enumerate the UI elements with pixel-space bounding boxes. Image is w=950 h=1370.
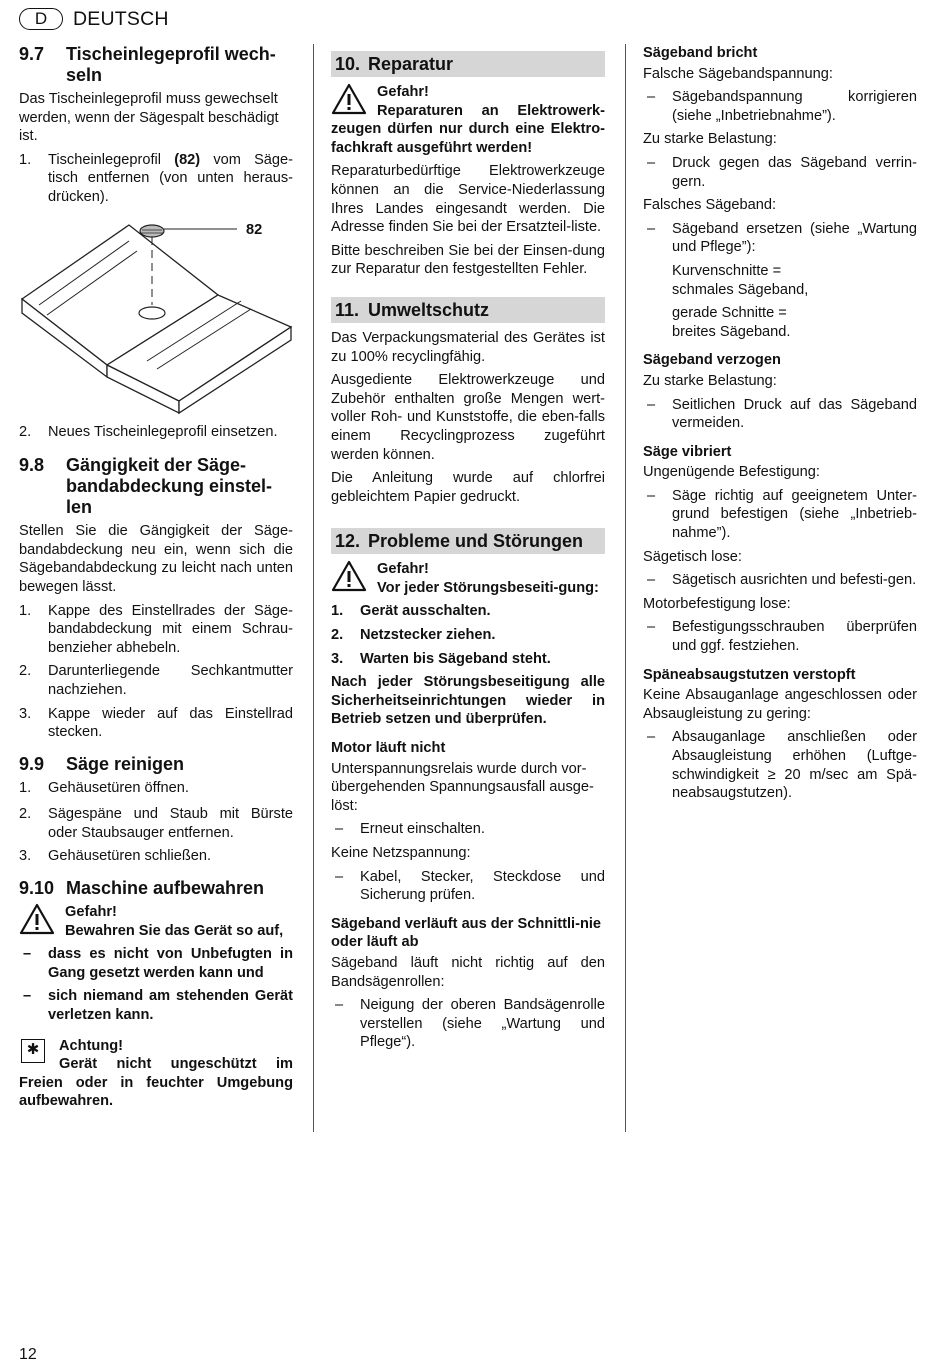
- list-number: 2.: [19, 663, 32, 680]
- dash-bullet: –: [335, 997, 344, 1014]
- dash-bullet: –: [647, 154, 656, 171]
- section-heading-9-8: [19, 455, 293, 518]
- list-item: [19, 151, 293, 207]
- list-item: [643, 88, 917, 125]
- note-block: [643, 262, 917, 341]
- subheading: Motor läuft nicht: [331, 740, 446, 757]
- caution-notice: [19, 1037, 293, 1111]
- list-item: [331, 996, 605, 1052]
- paragraph: Bitte beschreiben Sie bei der Einsen-dung zur Reparatur den festgestellten Fehler.: [331, 242, 605, 278]
- list-text: Gehäusetüren öffnen.: [48, 779, 189, 796]
- list-item: [19, 705, 293, 742]
- list-item: [331, 868, 605, 905]
- list-number: 3.: [331, 650, 344, 667]
- page-header: [19, 8, 169, 30]
- dash-bullet: –: [647, 89, 656, 106]
- paragraph: Sägeband läuft nicht richtig auf den Bandsägenrollen:: [331, 954, 605, 990]
- list-number: 3.: [19, 848, 32, 865]
- subheading: Sägeband verzogen: [643, 352, 781, 369]
- section-title: Gängigkeit der Säge-bandabdeckung einstel-len: [66, 455, 273, 518]
- warning-triangle-icon: [19, 903, 59, 937]
- note-line: schmales Sägeband,: [672, 281, 809, 298]
- column-left: [19, 44, 293, 1116]
- section-heading-11: [331, 297, 605, 323]
- note-line: gerade Schnitte =: [672, 305, 787, 322]
- list-number: 1.: [19, 151, 32, 168]
- section-number: 9.9: [19, 753, 45, 774]
- list-text: Erneut einschalten.: [360, 821, 485, 838]
- paragraph: Das Verpackungsmaterial des Gerätes ist zu 100% recyclingfähig.: [331, 329, 605, 365]
- page-number: 12: [19, 1346, 37, 1363]
- danger-notice: [19, 903, 293, 940]
- subheading: Säge vibriert: [643, 443, 732, 460]
- dash-bullet: –: [647, 220, 656, 237]
- list-item: [19, 662, 293, 699]
- paragraph: Die Anleitung wurde auf chlorfrei gebleichtem Papier gedruckt.: [331, 470, 605, 505]
- paragraph: Nach jeder Störungsbeseitigung alle Sicherheitseinrichtungen wieder in Betrieb setzen und überprüfen.: [331, 674, 605, 728]
- list-text: Sägetisch ausrichten und befesti-gen.: [672, 572, 917, 589]
- paragraph: Zu starke Belastung:: [643, 372, 777, 389]
- danger-text: Vor jeder Störungsbeseiti-gung:: [377, 579, 599, 596]
- danger-label: Gefahr!: [377, 84, 429, 100]
- list-item: [643, 220, 917, 257]
- section-title: Umweltschutz: [368, 299, 490, 320]
- section-title: Maschine aufbewahren: [66, 878, 265, 899]
- column-right: [643, 44, 917, 808]
- paragraph: Ausgediente Elektrowerkzeuge und Zubehör enthalten große Mengen wert-voller Roh- und Kunststoffe, die eben-falls einem Recyclingprozess zugeführt werden können.: [331, 372, 605, 463]
- list-text: Seitlichen Druck auf das Sägeband vermeiden.: [672, 396, 917, 432]
- list-number: 3.: [19, 705, 32, 722]
- dash-bullet: –: [647, 729, 656, 746]
- danger-notice: [331, 83, 605, 157]
- dash-bullet: –: [647, 396, 656, 413]
- subheading: Sägeband bricht: [643, 45, 758, 61]
- column-divider: [313, 44, 314, 1132]
- warning-triangle-icon: [331, 83, 371, 117]
- list-text: Warten bis Sägeband steht.: [360, 650, 551, 667]
- list-text: Sägeband ersetzen (siehe „Wartung und Pflege”):: [672, 220, 917, 256]
- section-number: 9.7: [19, 44, 45, 64]
- figure-label: 82: [246, 221, 263, 238]
- list-text: Kabel, Stecker, Steckdose und Sicherung prüfen.: [360, 868, 605, 904]
- section-heading-9-9: [19, 754, 293, 775]
- list-item: [19, 779, 293, 798]
- paragraph: Sägetisch lose:: [643, 548, 742, 565]
- language-title: DEUTSCH: [73, 7, 169, 30]
- list-text: sich niemand am stehenden Gerät verletzen kann.: [48, 988, 293, 1024]
- list-item: [19, 945, 293, 982]
- list-item: [643, 728, 917, 802]
- warning-triangle-icon: [331, 560, 371, 594]
- part-reference: (82): [174, 151, 201, 168]
- paragraph: Das Tischeinlegeprofil muss gewechselt werden, wenn der Sägespalt beschädigt ist.: [19, 91, 279, 145]
- section-number: 9.10: [19, 878, 55, 899]
- subheading: Sägeband verläuft aus der Schnittli-nie oder läuft ab: [331, 915, 602, 951]
- list-text: Gehäusetüren schließen.: [48, 848, 212, 865]
- list-number: 1.: [331, 603, 344, 620]
- list-text: Neigung der oberen Bandsägenrolle verstellen (siehe „Wartung und Pflege“).: [360, 997, 605, 1051]
- column-middle: [331, 44, 605, 1057]
- note-line: breites Sägeband.: [672, 323, 791, 340]
- paragraph: Stellen Sie die Gängigkeit der Säge-bandabdeckung neu ein, wenn sich die Sägebandabdeckung zu leicht nach unten bewegen lässt.: [19, 523, 293, 595]
- paragraph: Falsches Sägeband:: [643, 197, 777, 214]
- section-title: Tischeinlegeprofil wech-seln: [66, 44, 276, 85]
- danger-text: Reparaturen an Elektrowerk-zeugen dürfen nur durch eine Elektro-fachkraft ausgeführt werden!: [331, 102, 605, 156]
- paragraph: Reparaturbedürftige Elektrowerkzeuge können an die Service-Niederlassung Ihres Landes eingesandt werden. Die Adresse finden Sie bei der Ersatzteil-liste.: [331, 163, 605, 236]
- dash-bullet: –: [23, 988, 32, 1005]
- list-item: [331, 650, 605, 669]
- list-number: 2.: [331, 627, 344, 644]
- column-divider: [625, 44, 626, 1132]
- section-heading-10: [331, 51, 605, 77]
- list-item: [19, 602, 293, 658]
- dash-bullet: –: [335, 821, 344, 838]
- list-item: [331, 820, 605, 839]
- list-number: 2.: [19, 423, 32, 440]
- dash-bullet: –: [647, 487, 656, 504]
- list-item: [643, 487, 917, 543]
- list-text: Kappe des Einstellrades der Säge-bandabdeckung mit einem Schrau-benzieher abhebeln.: [48, 602, 293, 656]
- list-item: [643, 154, 917, 191]
- paragraph: Motorbefestigung lose:: [643, 595, 791, 612]
- text-run: Tischeinlegeprofil: [48, 151, 175, 168]
- caution-icon: ✱: [21, 1039, 45, 1063]
- subheading: Späneabsaugstutzen verstopft: [643, 666, 856, 683]
- list-text: Sägespäne und Staub mit Bürste oder Staubsauger entfernen.: [48, 806, 293, 841]
- list-text: dass es nicht von Unbefugten in Gang gesetzt werden kann und: [48, 946, 293, 981]
- list-text: Befestigungsschrauben überprüfen und ggf. festziehen.: [672, 619, 917, 655]
- list-number: 2.: [19, 806, 32, 823]
- table-insert-figure: [19, 217, 293, 417]
- paragraph: Keine Netzspannung:: [331, 845, 471, 861]
- section-heading-12: [331, 528, 605, 554]
- list-item: [643, 571, 917, 590]
- list-item: [19, 805, 293, 842]
- dash-bullet: –: [647, 619, 656, 636]
- section-heading-9-7: [19, 44, 293, 86]
- dash-bullet: –: [23, 946, 32, 963]
- list-item: [331, 626, 605, 645]
- paragraph: Ungenügende Befestigung:: [643, 464, 820, 481]
- table-insert-profile: [140, 225, 164, 237]
- paragraph: Zu starke Belastung:: [643, 131, 777, 148]
- list-text: Sägebandspannung korrigieren (siehe „Inbetriebnahme”).: [672, 89, 917, 124]
- danger-text: Bewahren Sie das Gerät so auf,: [65, 922, 284, 939]
- text-run: vom Säge-tisch entfernen (von unten heraus-drücken).: [48, 151, 294, 205]
- section-number: 9.8: [19, 455, 45, 476]
- section-heading-9-10: [19, 878, 293, 899]
- list-text: Säge richtig auf geeignetem Unter-grund befestigen (siehe „Inbetrieb-nahme”).: [672, 487, 917, 542]
- section-number: 12.: [335, 531, 361, 552]
- list-number: 1.: [19, 779, 32, 796]
- list-text: Gerät ausschalten.: [360, 603, 491, 620]
- dash-bullet: –: [647, 572, 656, 589]
- list-item: [331, 602, 605, 621]
- danger-label: Gefahr!: [65, 904, 117, 921]
- section-number: 10.: [335, 54, 361, 74]
- list-text: [48, 151, 293, 207]
- language-badge: D: [19, 8, 63, 30]
- dash-bullet: –: [335, 868, 344, 885]
- danger-notice: [331, 560, 605, 597]
- list-number: 1.: [19, 602, 32, 619]
- caution-label: Achtung!: [59, 1037, 124, 1054]
- danger-label: Gefahr!: [377, 561, 429, 578]
- section-title: Säge reinigen: [66, 753, 185, 774]
- list-text: Druck gegen das Sägeband verrin-gern.: [672, 154, 917, 190]
- list-item: [643, 396, 917, 433]
- list-text: Absauganlage anschließen oder Absaugleistung erhöhen (Luftge-schwindigkeit ≥ 20 m/sec am Spä-neabsaugstutzen).: [672, 729, 917, 802]
- list-text: Netzstecker ziehen.: [360, 627, 496, 644]
- list-item: [19, 423, 293, 442]
- list-item: [19, 847, 293, 866]
- section-title: Reparatur: [368, 54, 454, 74]
- list-text: Kappe wieder auf das Einstellrad stecken.: [48, 705, 293, 741]
- section-title: Probleme und Störungen: [368, 531, 584, 552]
- list-item: [19, 987, 293, 1024]
- list-text: Neues Tischeinlegeprofil einsetzen.: [48, 423, 278, 440]
- table-insert-illustration: [19, 217, 293, 417]
- note-line: Kurvenschnitte =: [672, 262, 782, 279]
- insert-hole: [139, 307, 165, 319]
- section-number: 11.: [335, 299, 360, 320]
- caution-text: Gerät nicht ungeschützt im Freien oder in feuchter Umgebung aufbewahren.: [19, 1056, 293, 1110]
- paragraph: Falsche Sägebandspannung:: [643, 65, 833, 82]
- list-item: [643, 618, 917, 655]
- paragraph: Unterspannungsrelais wurde durch vor-übergehenden Spannungsausfall ausge-löst:: [331, 760, 594, 814]
- list-text: Darunterliegende Sechkantmutter nachziehen.: [48, 663, 293, 698]
- paragraph: Keine Absauganlage angeschlossen oder Absaugleistung zu gering:: [643, 687, 917, 722]
